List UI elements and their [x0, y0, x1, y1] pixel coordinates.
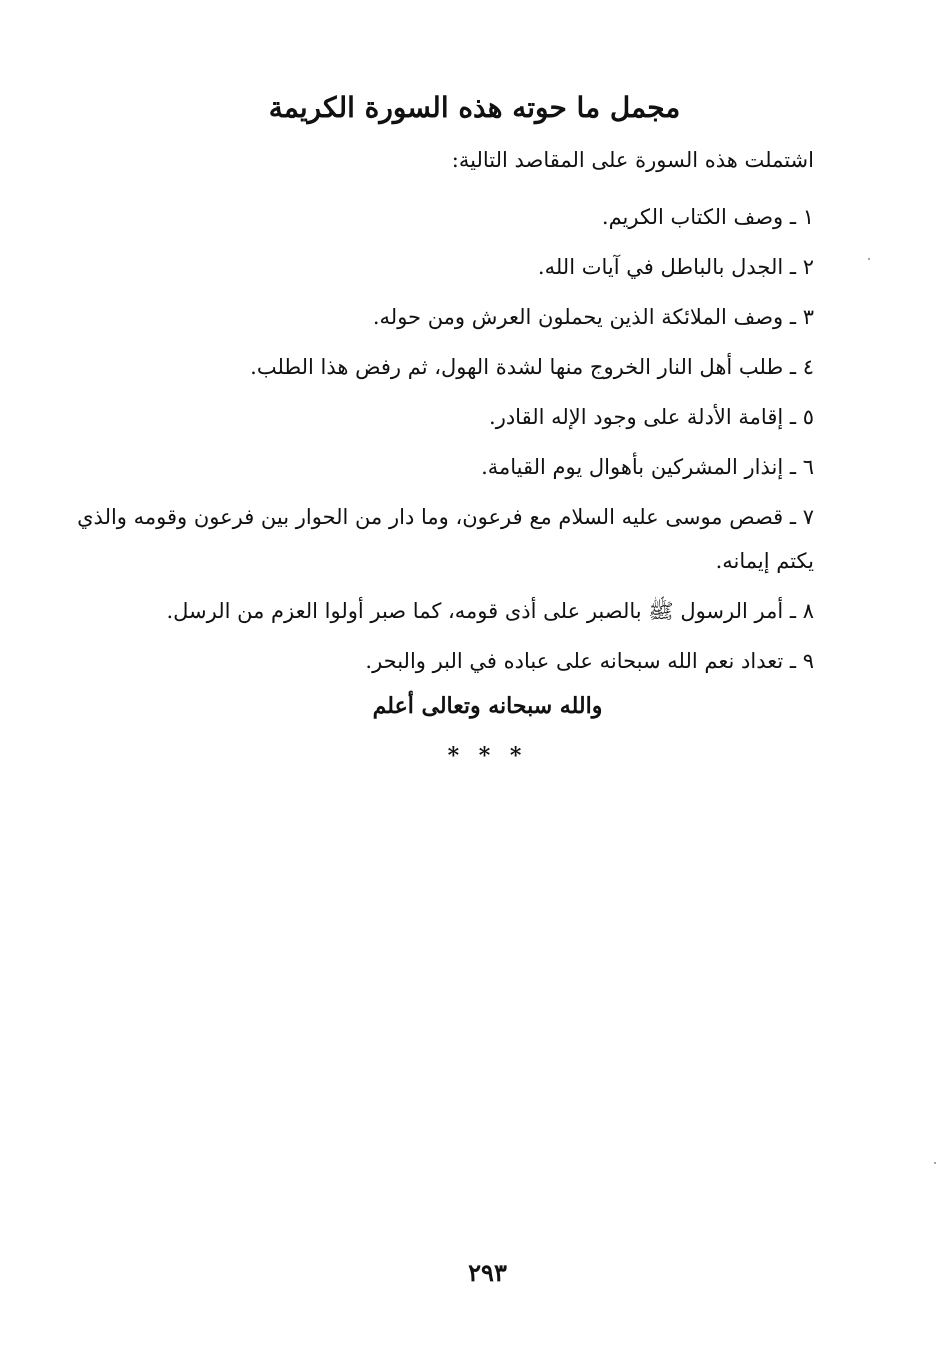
item-text: أمر الرسول ﷺ بالصبر على أذى قومه، كما صبر أولوا العزم من الرسل.	[166, 599, 784, 623]
item-text: قصص موسى عليه السلام مع فرعون، وما دار من الحوار بين فرعون وقومه والذي يكتم إيمانه.	[77, 505, 814, 573]
item-number: ٧ ـ	[789, 505, 814, 529]
list-item	[95, 192, 814, 242]
list-item	[95, 586, 814, 636]
page-number: ٢٩٣	[468, 1258, 507, 1287]
item-number: ٥ ـ	[789, 405, 814, 429]
section-separator: * * *	[447, 743, 528, 769]
list-item	[95, 392, 814, 442]
scan-speck	[868, 258, 870, 260]
list-item	[95, 342, 814, 392]
list-item	[95, 442, 814, 492]
item-number: ١ ـ	[789, 205, 814, 229]
item-text: إقامة الأدلة على وجود الإله القادر.	[489, 405, 784, 429]
objectives-list	[77, 192, 814, 686]
item-number: ٣ ـ	[789, 305, 814, 329]
item-text: إنذار المشركين بأهوال يوم القيامة.	[481, 455, 784, 479]
list-item	[95, 292, 814, 342]
item-number: ٨ ـ	[789, 599, 814, 623]
list-item	[95, 242, 814, 292]
page-title: مجمل ما حوته هذه السورة الكريمة	[268, 91, 681, 124]
item-number: ٢ ـ	[789, 255, 814, 279]
intro-paragraph: اشتملت هذه السورة على المقاصد التالية:	[451, 148, 814, 172]
item-text: تعداد نعم الله سبحانه على عباده في البر والبحر.	[365, 649, 784, 673]
item-number: ٩ ـ	[789, 649, 814, 673]
item-text: طلب أهل النار الخروج منها لشدة الهول، ثم رفض هذا الطلب.	[250, 355, 784, 379]
list-item	[75, 492, 814, 586]
item-number: ٦ ـ	[789, 455, 814, 479]
closing-phrase: والله سبحانه وتعالى أعلم	[372, 693, 603, 719]
item-number: ٤ ـ	[789, 355, 814, 379]
scan-speck	[934, 1162, 936, 1164]
item-text: وصف الكتاب الكريم.	[601, 205, 784, 229]
list-item	[95, 636, 814, 686]
item-text: الجدل بالباطل في آيات الله.	[537, 255, 784, 279]
item-text: وصف الملائكة الذين يحملون العرش ومن حوله.	[372, 305, 784, 329]
